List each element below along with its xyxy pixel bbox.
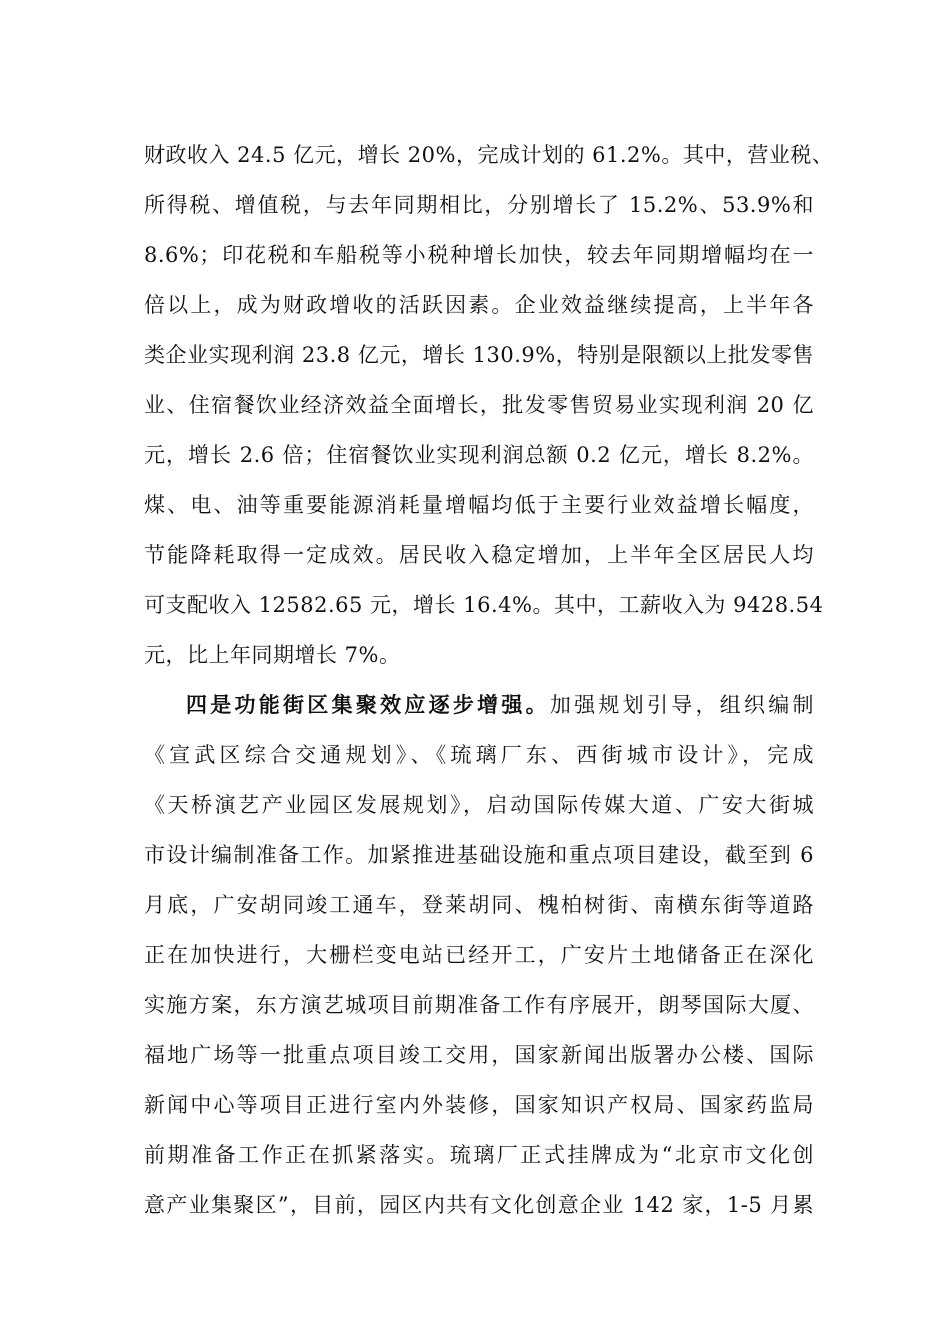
text-line: 《天桥演艺产业园区发展规划》，启动国际传媒大道、广安大街城 bbox=[144, 793, 814, 817]
text-line: 月底，广安胡同竣工通车，登莱胡同、槐柏树街、南横东街等道路 bbox=[144, 893, 814, 917]
text-line: 节能降耗取得一定成效。居民收入稳定增加，上半年全区居民人均 bbox=[144, 543, 814, 567]
text-line: 8.6%；印花税和车船税等小税种增长加快，较去年同期增幅均在一 bbox=[144, 243, 814, 267]
text-line: 市设计编制准备工作。加紧推进基础设施和重点项目建设，截至到 6 bbox=[144, 843, 814, 867]
text-line: 元，比上年同期增长 7%。 bbox=[144, 643, 401, 667]
text-line: 《宣武区综合交通规划》、《琉璃厂东、西街城市设计》，完成 bbox=[144, 743, 814, 767]
paragraph-1 bbox=[144, 130, 834, 680]
paragraph-heading: 四是功能街区集聚效应逐步增强。 bbox=[186, 692, 550, 717]
text-line: 福地广场等一批重点项目竣工交用，国家新闻出版署办公楼、国际 bbox=[144, 1043, 814, 1067]
text-line: 可支配收入 12582.65 元，增长 16.4%。其中，工薪收入为 9428.54 bbox=[144, 593, 824, 617]
text-line: 前期准备工作正在抓紧落实。琉璃厂正式挂牌成为“北京市文化创 bbox=[144, 1143, 814, 1167]
paragraph-first-line bbox=[144, 680, 814, 730]
text-line: 元，增长 2.6 倍；住宿餐饮业实现利润总额 0.2 亿元，增长 8.2%。 bbox=[144, 443, 814, 467]
text-line: 业、住宿餐饮业经济效益全面增长，批发零售贸易业实现利润 20 亿 bbox=[144, 393, 814, 417]
text-line: 正在加快进行，大栅栏变电站已经开工，广安片土地储备正在深化 bbox=[144, 943, 814, 967]
text-line: 类企业实现利润 23.8 亿元，增长 130.9%，特别是限额以上批发零售 bbox=[144, 343, 814, 367]
text-line: 煤、电、油等重要能源消耗量增幅均低于主要行业效益增长幅度， bbox=[144, 493, 814, 517]
text-line: 新闻中心等项目正进行室内外装修，国家知识产权局、国家药监局 bbox=[144, 1093, 814, 1117]
text-line: 意产业集聚区”，目前，园区内共有文化创意企业 142 家，1-5 月累 bbox=[144, 1193, 814, 1217]
text-line: 所得税、增值税，与去年同期相比，分别增长了 15.2%、53.9%和 bbox=[144, 193, 814, 217]
text-line: 财政收入 24.5 亿元，增长 20%，完成计划的 61.2%。其中，营业税、 bbox=[144, 143, 834, 167]
document-body bbox=[144, 130, 834, 1230]
text-line: 倍以上，成为财政增收的活跃因素。企业效益继续提高，上半年各 bbox=[144, 293, 814, 317]
text-line: 实施方案，东方演艺城项目前期准备工作有序展开，朗琴国际大厦、 bbox=[144, 993, 814, 1017]
paragraph-2 bbox=[144, 680, 814, 1230]
paragraph-heading-rest: 加强规划引导，组织编制 bbox=[549, 693, 815, 717]
